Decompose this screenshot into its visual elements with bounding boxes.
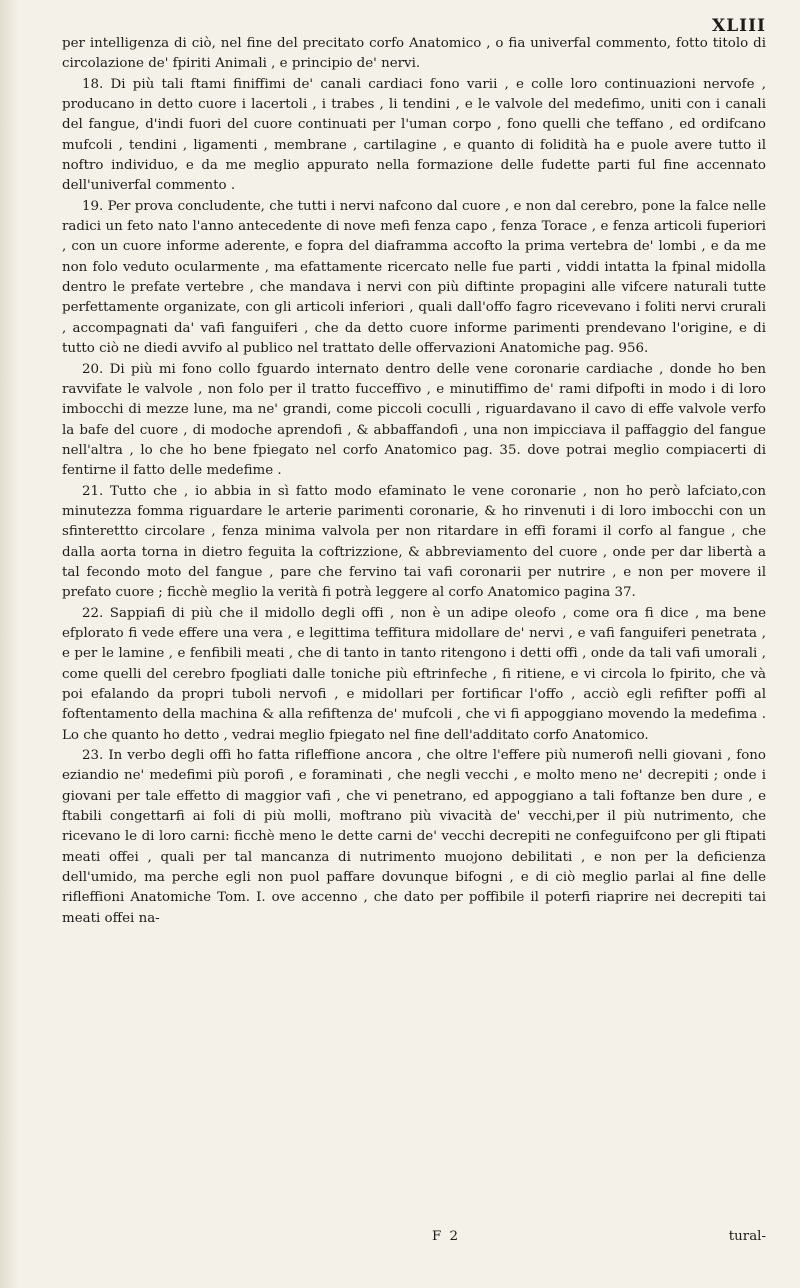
paragraph-21: 21. Tutto che , io abbia in sì fatto modo efaminato le vene coronarie , non ho però lafciato,con minutezza fomma riguardare le arterie parimenti coronarie, & ho rinvenuti i di loro imbocchi con un sfinterettto circolare , fenza minima valvola per non ritardare in effi forami il corfo al fangue , che dalla aorta torna in dietro feguita la coftrizzione, & abbreviamento del cuore , onde per dar libertà a tal fecondo moto del fangue , pare che fervino tai vafi coronarii per nutrire , e non per movere il prefato cuore ; ficchè meglio la verità fi potrà leggere al corfo Anatomico pagina 37. <box>62 483 766 601</box>
paragraph-22: 22. Sappiafi di più che il midollo degli offi , non è un adipe oleofo , come ora fi dice , ma bene efplorato fi vede effere una vera , e legittima teffitura midollare de' nervi , e vafi fanguiferi penetrata , e per le lamine , e fenfibili meati , che di tanto in tanto ritengono i detti offi , onde da tali vafi umorali , come quelli del cerebro fpogliati dalle toniche più eftrinfeche , fi ritiene, e vi circola lo fpirito, che và poi efalando da propri tuboli nervofi , e midollari per fortificar l'offo , acciò egli refifter poffi al foftentamento della machina & alla refiftenza de' mufcoli , che vi fi appoggiano movendo la medefima . Lo che quanto ho detto , vedrai meglio fpiegato nel fine dell'additato corfo Anatomico. <box>62 605 766 743</box>
page-folio-number: XLIII <box>712 16 766 36</box>
page-header <box>62 16 772 36</box>
page-edge-shadow <box>0 0 18 1288</box>
signature-mark: F 2 <box>432 1229 461 1244</box>
page-footer <box>62 1229 766 1251</box>
paragraph-23: 23. In verbo degli offi ho fatta rifleffione ancora , che oltre l'effere più numerofi nelli giovani , fono eziandio ne' medefimi più porofi , e foraminati , che negli vecchi , e molto meno ne' decrepiti ; onde i giovani per tale effetto di maggior vafi , che vi penetrano, ed appoggiano a tali foftanze ben dure , e ftabili congettarfi ai foli di più molli, moftrano più vivacità de' vecchi,per il più nutrimento, che ricevano le di loro carni: ficchè meno le dette carni de' vecchi decrepiti ne confeguifcono per gli ftipati meati offei , quali per tal mancanza di nutrimento muojono debilitati , e non per la deficienza dell'umido, ma perche egli non puol paffare dovunque bifogni , e di ciò meglio parlai al fine delle rifleffioni Anatomiche Tom. I. ove accenno , che dato per poffibile il poterfi riaprire nei decrepiti tai meati offei na- <box>62 748 766 926</box>
paragraph-intro: per intelligenza di ciò, nel fine del precitato corfo Anatomico , o fia univerfal commento, fotto titolo di circolazione de' fpiriti Animali , e principio de' nervi. <box>62 36 766 72</box>
catchword: tural- <box>728 1229 766 1244</box>
paragraph-20: 20. Di più mi fono collo fguardo internato dentro delle vene coronarie cardiache , donde ho ben ravvifate le valvole , non folo per il tratto fucceffivo , e minutiffimo de' rami difpofti in modo i di loro imbocchi di mezze lune, ma ne' grandi, come piccoli coculli , riguardavano il cavo di effe valvole verfo la bafe del cuore , di modoche aprendofi , & abbaffandofi , una non impicciava il paffaggio del fangue nell'altra , lo che ho bene fpiegato nel corfo Anatomico pag. 35. dove potrai meglio compiacerti di fentirne il fatto delle medefime . <box>62 361 766 479</box>
body-text <box>62 34 766 929</box>
paragraph-18: 18. Di più tali ftami finiffimi de' canali cardiaci fono varii , e colle loro continuazioni nervofe , producano in detto cuore i lacertoli , i trabes , li tendini , e le valvole del medefimo, uniti con i canali del fangue, d'indi fuori del cuore continuati per l'uman corpo , fono quelli che teffano , ed ordifcano mufcoli , tendini , ligamenti , membrane , cartilagine , e quanto di folidità ha e puole avere tutto il noftro individuo, e da me meglio appurato nella formazione delle fudette parti ful fine accennato dell'univerfal commento . <box>62 76 766 194</box>
paragraph-19: 19. Per prova concludente, che tutti i nervi nafcono dal cuore , e non dal cerebro, pone la falce nelle radici un feto nato l'anno antecedente di nove mefi fenza capo , fenza Torace , e fenza articoli fuperiori , con un cuore informe aderente, e fopra del diaframma accofto la prima vertebra de' lombi , e da me non folo veduto ocularmente , ma efattamente ricercato nelle fue parti , viddi intatta la fpinal midolla dentro le prefate vertebre , che mandava i nervi con più diftinte propagini alle vifcere naturali tutte perfettamente organizate, con gli articoli inferiori , quali dall'offo fagro ricevevano i foliti nervi crurali , accompagnati da' vafi fanguiferi , che da detto cuore informe parimenti prendevano l'origine, e di tutto ciò ne diedi avvifo al publico nel trattato delle offervazioni Anatomiche pag. 956. <box>62 198 766 357</box>
